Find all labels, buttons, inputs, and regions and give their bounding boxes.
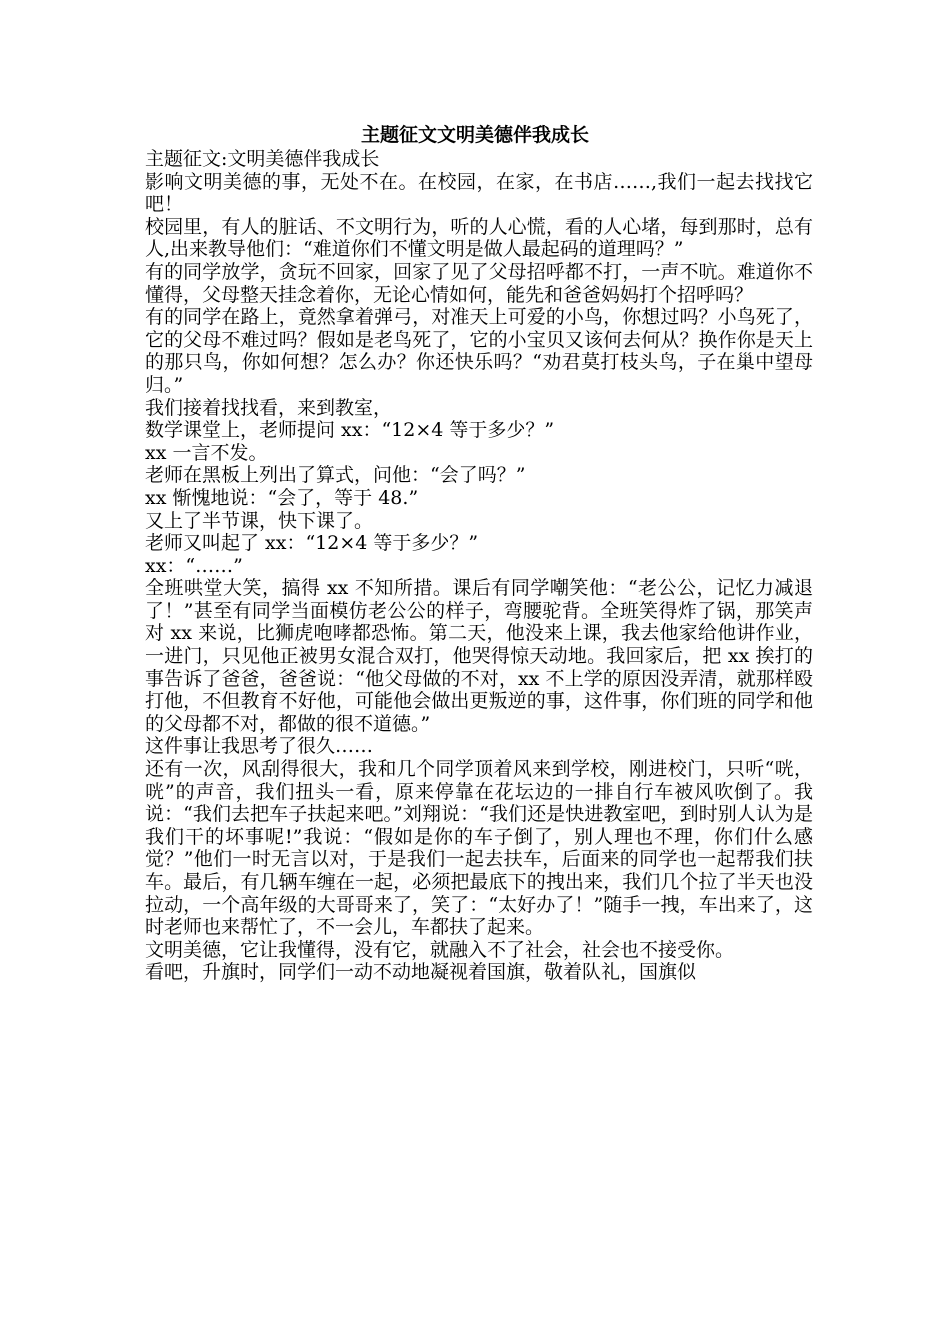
paragraph: 校园里，有人的脏话、不文明行为，听的人心慌，看的人心堵，每到那时，总有人,出来教导他们：“难道你们不懂文明是做人最起码的道理吗？”	[145, 215, 813, 261]
paragraph: 影响文明美德的事，无处不在。在校园，在家，在书店……,我们一起去找找它吧！	[145, 170, 813, 216]
paragraph: 这件事让我思考了很久……	[145, 735, 374, 758]
paragraph: xx 一言不发。	[145, 441, 268, 464]
paragraph: 有的同学在路上，竟然拿着弹弓，对准天上可爱的小鸟，你想过吗？小鸟死了，它的父母不难过吗？假如是老鸟死了，它的小宝贝又该何去何从？换作你是天上的那只鸟，你如何想？怎么办？你还快乐吗？“劝君莫打枝头鸟，子在巢中望母归。”	[145, 306, 813, 396]
paragraph: xx：“……”	[145, 554, 243, 577]
document-title: 主题征文文明美德伴我成长	[360, 124, 589, 146]
paragraph: 又上了半节课，快下课了。	[145, 509, 374, 532]
paragraph: xx 惭愧地说：“会了，等于 48.”	[145, 486, 419, 509]
paragraph: 老师在黑板上列出了算式，问他：“会了吗？”	[145, 464, 526, 487]
paragraph: 有的同学放学，贪玩不回家，回家了见了父母招呼都不打，一声不吭。难道你不懂得，父母整天挂念着你，无论心情如何，能先和爸爸妈妈打个招呼吗？	[145, 260, 813, 306]
paragraph: 全班哄堂大笑，搞得 xx 不知所措。课后有同学嘲笑他：“老公公，记忆力减退了！”甚至有同学当面模仿老公公的样子，弯腰驼背。全班笑得炸了锅，那笑声对 xx 来说，比狮虎咆哮都恐怖。第二天，他没来上课，我去他家给他讲作业，一进门，只见他正被男女混合双打，他哭得惊天动地。我回家后，把 xx 挨打的事告诉了爸爸，爸爸说：“他父母做的不对，xx 不上学的原因没弄清，就那样殴打他，不但教育不好他，可能他会做出更叛逆的事，这件事，你们班的同学和他的父母都不对，都做的很不道德。”	[145, 577, 813, 735]
paragraph: 还有一次，风刮得很大，我和几个同学顶着风来到学校，刚进校门，只听“咣，咣”的声音，我们扭头一看，原来停靠在花坛边的一排自行车被风吹倒了。我说：“我们去把车子扶起来吧。”刘翔说：“我们还是快进教室吧，到时别人认为是我们干的坏事呢!”我说：“假如是你的车子倒了，别人理也不理，你们什么感觉？”他们一时无言以对，于是我们一起去扶车，后面来的同学也一起帮我们扶车。最后，有几辆车缠在一起，必须把最底下的拽出来，我们几个拉了半天也没拉动，一个高年级的大哥哥来了，笑了：“太好办了！”随手一拽，车出来了，这时老师也来帮忙了，不一会儿，车都扶了起来。	[145, 758, 813, 939]
paragraph-subtitle: 主题征文:文明美德伴我成长	[145, 148, 380, 170]
paragraph: 老师又叫起了 xx：“12×4 等于多少？”	[145, 532, 479, 555]
paragraph: 数学课堂上，老师提问 xx：“12×4 等于多少？”	[145, 419, 555, 442]
paragraph: 文明美德，它让我懂得，没有它，就融入不了社会，社会也不接受你。	[145, 938, 735, 961]
paragraph: 我们接着找找看，来到教室，	[145, 396, 393, 419]
paragraph: 看吧，升旗时，同学们一动不动地凝视着国旗，敬着队礼，国旗似	[145, 961, 697, 984]
document-body	[145, 148, 813, 984]
